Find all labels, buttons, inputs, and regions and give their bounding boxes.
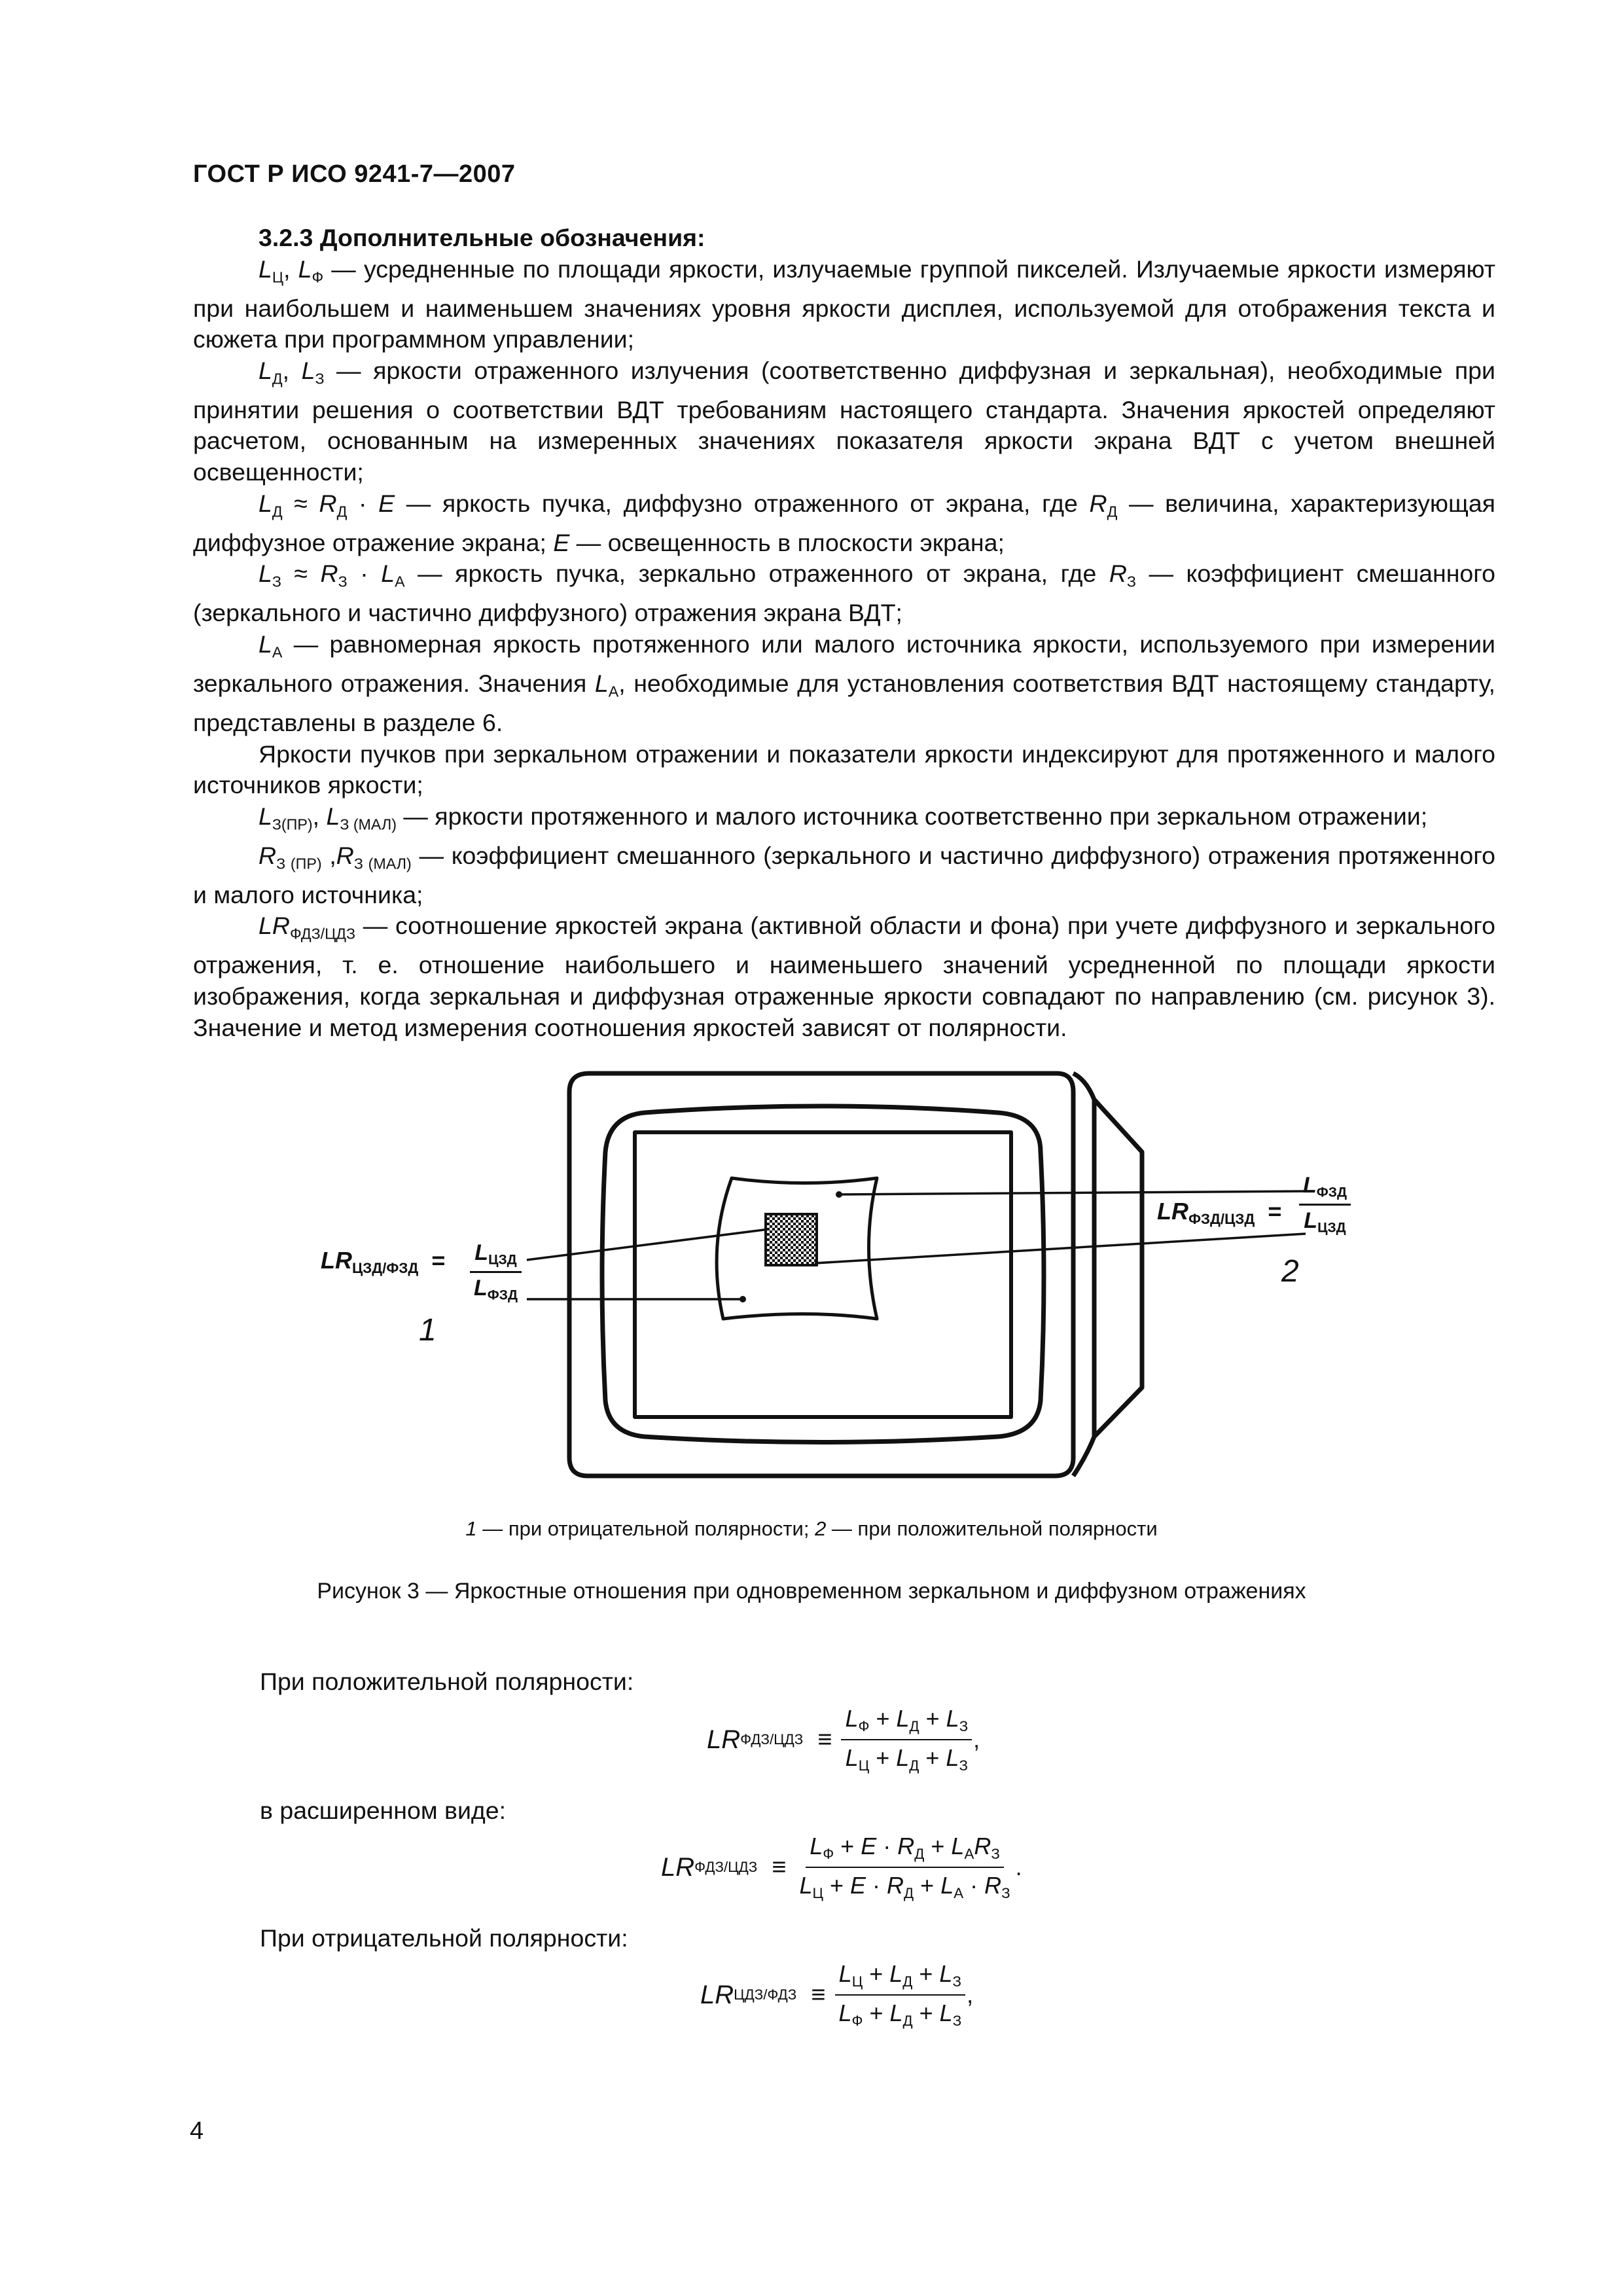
paragraph-indexing: Яркости пучков при зеркальном отражении и показатели яркости индексируют для протяженного и малого источников яркости; (193, 740, 1495, 799)
figure-label-2: 2 (1281, 1254, 1299, 1289)
leader-left-top (527, 1229, 769, 1260)
right-ratio-label: $LR_{ФЗД/ЦЗД}$ = (1157, 1198, 1282, 1228)
page-number: 4 (190, 2117, 204, 2145)
figure-legend: 1 — при отрицательной полярности; 2 — при положительной полярности (465, 1517, 1158, 1540)
leader-right-bottom (815, 1234, 1306, 1263)
monitor-housing (1073, 1073, 1142, 1476)
right-fraction: $L_{ФЗД}$ $L_{ЦЗД}$ (1299, 1173, 1351, 1236)
left-ratio-label: $LR_{ЦЗД/ФЗД}$ = (321, 1247, 446, 1277)
monitor-screen (602, 1106, 1044, 1443)
definition-rzpr: $R_{З (ПР)}$ $,R_{З (МАЛ)}$ — коэффициент смешанного (зеркального и частично диффузного) отражения протяженного и малого источника; (193, 841, 1495, 908)
negative-polarity-intro: При отрицательной полярности: (260, 1924, 628, 1952)
figure-caption: Рисунок 3 — Яркостные отношения при одновременном зеркальном и диффузном отражениях (317, 1579, 1306, 1604)
monitor-bezel (569, 1073, 1073, 1476)
formula-positive: LR ФДЗ/ЦДЗ ≡ $\frac{L_Ф + L_Д + L_З}{L_Ц + L_Д + L_З}$ , (707, 1705, 980, 1774)
section-body (193, 223, 1495, 1043)
figure-label-1: 1 (419, 1313, 437, 1348)
checkered-patch (766, 1214, 817, 1265)
definition-lr: $LR_{ФДЗ/ЦДЗ}$ — соотношение яркостей экрана (активной области и фона) при учете диффузного и зеркального отражения, т. е. отношение наибольшего и наименьшего значений усредненной по площади яркости изображения, когда зеркальная и диффузная отраженные яркости совпадают по направлению (см. рисунок 3). Значение и метод измерения соотношения яркостей зависят от полярности. (193, 912, 1495, 1041)
definition-lz-formula: $L_З \approx R_З \cdot L_A$ — яркость пучка, зеркально отраженного от экрана, где $R_З$ — коэффициент смешанного (зеркального и частично диффузного) отражения экрана ВДТ; (193, 560, 1495, 627)
section-heading: 3.2.3 Дополнительные обозначения: (259, 224, 705, 251)
active-area-frame (635, 1132, 1011, 1417)
definition-ld-lz: $L_Д$, $L_З$ — яркости отраженного излучения (соответственно диффузная и зеркальная), необходимые при принятии решения о соответствии ВДТ требованиям настоящего стандарта. Значения яркостей определяют расчетом, основанным на измеренных значениях показателя яркости экрана ВДТ с учетом внешней освещенности; (193, 356, 1495, 486)
formula-expanded: LR ФДЗ/ЦДЗ ≡ $\frac{L_Ф + E \cdot R_Д + L_AR_З}{L_Ц + E \cdot R_Д + L_A \cdot R_З}$ . (661, 1833, 1022, 1902)
positive-polarity-intro: При положительной полярности: (260, 1668, 634, 1695)
document-header: ГОСТ Р ИСО 9241-7—2007 (193, 160, 516, 188)
left-fraction: $L_{ЦЗД}$ $L_{ФЗД}$ (470, 1240, 522, 1303)
leader-right-top (838, 1191, 1306, 1194)
definition-lzpr: $L_{З(ПР)}$, $L_{З (МАЛ)}$ — яркости протяженного и малого источника соответственно при зеркальном отражении; (259, 802, 1428, 833)
definition-lc-lf: $L_Ц$, $L_Ф$ — усредненные по площади яркости, излучаемые группой пикселей. Излучаемые яркости измеряют при наибольшем и наименьшем значениях уровня яркости дисплея, используемой для отображения текста и сюжета при программном управлении; (193, 255, 1496, 353)
expanded-form-intro: в расширенном виде: (260, 1797, 507, 1824)
reflection-area (717, 1178, 877, 1319)
definition-ld-formula: $L_Д \approx R_Д \cdot E$ — яркость пучка, диффузно отраженного от экрана, где $R_Д$ — величина, характеризующая диффузное отражение экрана; E — освещенность в плоскости экрана; (193, 489, 1495, 556)
formula-negative: LR ЦДЗ/ФДЗ ≡ $\frac{L_Ц + L_Д + L_З}{L_Ф + L_Д + L_З}$ , (700, 1960, 974, 2030)
definition-la: $L_A$ — равномерная яркость протяженного или малого источника яркости, используемого при измерении зеркального отражения. Значения $L_A$, необходимые для установления соответствия ВДТ настоящему стандарту, представлены в разделе 6. (193, 630, 1495, 736)
